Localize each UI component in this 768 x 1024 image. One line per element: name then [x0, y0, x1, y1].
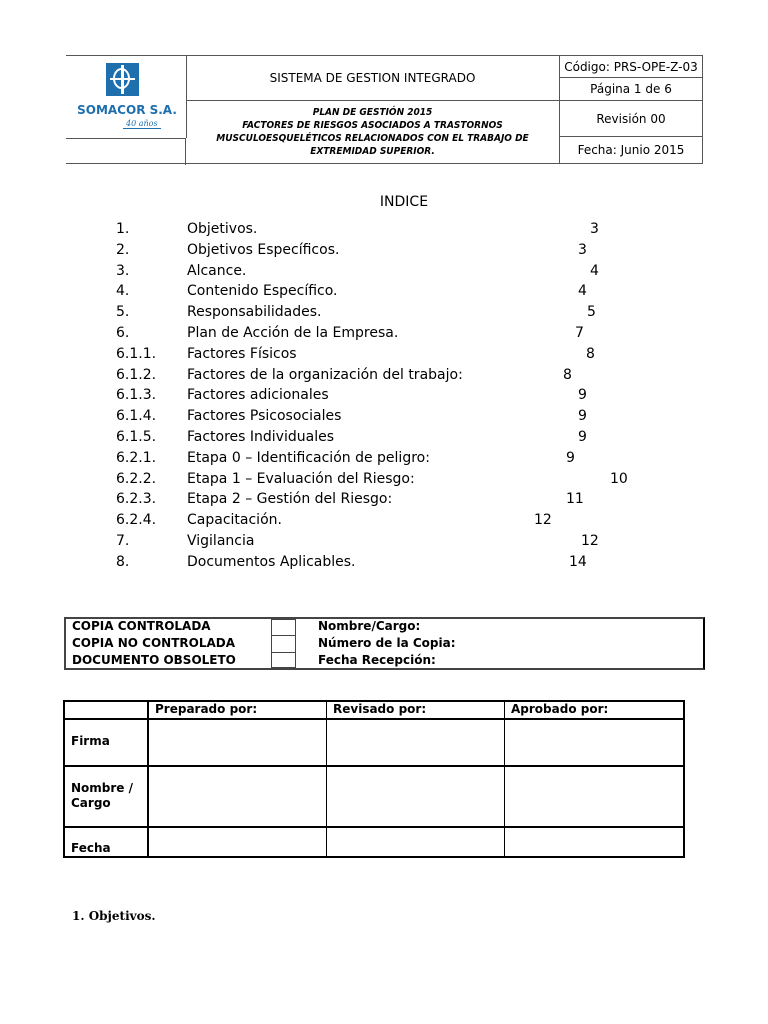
section-heading: 1. Objetivos.: [72, 909, 156, 923]
page-number: Página 1 de 6: [559, 78, 703, 101]
row-date: Fecha: [71, 841, 111, 855]
toc-number: 3.: [116, 262, 130, 279]
toc-label: Etapa 2 – Gestión del Riesgo:: [187, 491, 393, 508]
toc-page-number: 4: [578, 283, 587, 300]
toc-entry: [0, 533, 768, 554]
document-code: Código: PRS-OPE-Z-03: [559, 55, 703, 78]
copy-number-label: Número de la Copia:: [318, 636, 456, 650]
toc-page-number: 9: [578, 408, 587, 425]
toc-entry: [0, 283, 768, 304]
toc-page-number: 10: [610, 470, 628, 487]
toc-label: Factores de la organización del trabajo:: [187, 366, 463, 383]
toc-number: 6.: [116, 325, 130, 341]
toc-entry: [0, 221, 768, 242]
column-prepared-by: Preparado por:: [155, 702, 258, 716]
toc-number: 2.: [116, 241, 130, 258]
company-name: SOMACOR S.A.: [77, 103, 177, 117]
toc-page-number: 9: [578, 387, 587, 404]
toc-page-number: 4: [590, 262, 599, 279]
toc-page-number: 5: [587, 304, 596, 321]
toc-page-number: 11: [566, 491, 584, 508]
toc-label: Etapa 1 – Evaluación del Riesgo:: [187, 470, 415, 487]
plan-title-line: PLAN DE GESTIÓN 2015: [312, 107, 433, 118]
logo-cell: [66, 55, 186, 164]
plan-title-line: MUSCULOESQUELÉTICOS RELACIONADOS CON EL TRABAJO DE: [216, 133, 529, 144]
toc-entry: [0, 450, 768, 471]
toc-label: Alcance.: [187, 262, 247, 279]
toc-label: Vigilancia: [187, 533, 255, 549]
toc-number: 4.: [116, 283, 130, 300]
row-name-position: Nombre / Cargo: [71, 781, 133, 810]
obsolete-document-checkbox[interactable]: [271, 652, 296, 668]
somacor-logo-icon: [106, 63, 139, 96]
toc-number: 6.2.1.: [116, 449, 157, 466]
copy-uncontrolled-label: COPIA NO CONTROLADA: [72, 636, 236, 650]
toc-number: 5.: [116, 304, 130, 321]
toc-label: Factores adicionales: [187, 387, 329, 404]
toc-page-number: 14: [569, 553, 587, 570]
toc-page-number: 9: [578, 429, 587, 445]
name-position-label: Nombre/Cargo:: [318, 619, 421, 633]
toc-number: 6.1.3.: [116, 387, 157, 404]
copy-uncontrolled-checkbox[interactable]: [271, 635, 296, 653]
toc-entry: [0, 325, 768, 346]
toc-entry: [0, 408, 768, 429]
plan-title-line: FACTORES DE RIESGOS ASOCIADOS A TRASTORNOS: [242, 120, 503, 131]
toc-entry: [0, 512, 768, 533]
copy-controlled-label: COPIA CONTROLADA: [72, 619, 211, 633]
obsolete-document-label: DOCUMENTO OBSOLETO: [72, 653, 236, 667]
toc-label: Responsabilidades.: [187, 304, 322, 321]
toc-label: Contenido Específico.: [187, 283, 338, 300]
approval-table: [63, 700, 685, 858]
system-title: SISTEMA DE GESTION INTEGRADO: [186, 55, 559, 101]
toc-page-number: 7: [575, 325, 584, 341]
revision: Revisión 00: [559, 101, 703, 137]
toc-label: Objetivos Específicos.: [187, 241, 340, 258]
toc-page-number: 8: [586, 345, 595, 362]
toc-entry: [0, 367, 768, 388]
toc-label: Plan de Acción de la Empresa.: [187, 325, 399, 341]
toc-label: Objetivos.: [187, 221, 258, 237]
toc-entry: [0, 304, 768, 325]
toc-entry: [0, 471, 768, 492]
document-date: Fecha: Junio 2015: [559, 137, 703, 164]
index-title: INDICE: [379, 194, 429, 210]
toc-number: 6.1.1.: [116, 345, 157, 362]
toc-entry: [0, 242, 768, 263]
toc-page-number: 12: [534, 512, 552, 529]
toc-number: 6.1.2.: [116, 366, 157, 383]
reception-date-label: Fecha Recepción:: [318, 653, 436, 667]
document-header: [66, 55, 703, 164]
toc-page-number: 3: [578, 241, 587, 258]
column-reviewed-by: Revisado por:: [333, 702, 427, 716]
toc-entry: [0, 554, 768, 575]
toc-entry: [0, 387, 768, 408]
toc-number: 8.: [116, 553, 130, 570]
toc-number: 6.2.2.: [116, 470, 157, 487]
toc-label: Documentos Aplicables.: [187, 553, 356, 570]
toc-entry: [0, 346, 768, 367]
toc-number: 6.2.4.: [116, 512, 157, 529]
row-signature: Firma: [71, 734, 110, 748]
toc-entry: [0, 491, 768, 512]
toc-label: Capacitación.: [187, 512, 282, 529]
toc-page-number: 9: [566, 449, 575, 466]
toc-label: Factores Individuales: [187, 429, 334, 445]
toc-number: 6.1.4.: [116, 408, 157, 425]
column-approved-by: Aprobado por:: [511, 702, 609, 716]
plan-title: [186, 101, 559, 164]
toc-entry: [0, 263, 768, 284]
toc-page-number: 12: [581, 533, 599, 549]
toc-number: 6.2.3.: [116, 491, 157, 508]
logo-area: [66, 56, 187, 138]
plan-title-line: EXTREMIDAD SUPERIOR.: [310, 146, 435, 157]
toc-entry: [0, 429, 768, 450]
toc-number: 6.1.5.: [116, 429, 157, 445]
toc-label: Factores Físicos: [187, 345, 297, 362]
toc-page-number: 8: [563, 366, 572, 383]
toc-number: 1.: [116, 221, 130, 237]
company-tagline: 40 años: [126, 119, 158, 128]
toc-number: 7.: [116, 533, 130, 549]
copy-controlled-checkbox[interactable]: [271, 619, 296, 636]
copy-control-box: [64, 617, 705, 670]
toc-label: Factores Psicosociales: [187, 408, 342, 425]
toc-page-number: 3: [590, 221, 599, 237]
toc-label: Etapa 0 – Identificación de peligro:: [187, 449, 430, 466]
logo-empty-row: [66, 138, 186, 165]
